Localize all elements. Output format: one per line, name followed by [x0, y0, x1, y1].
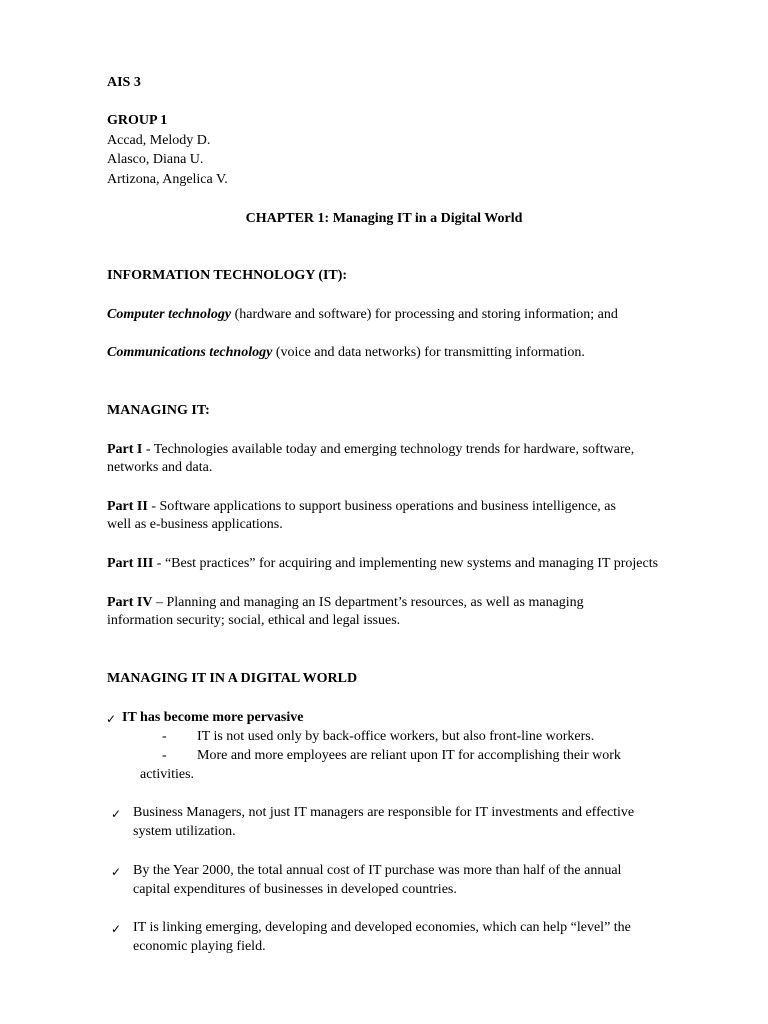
- part-text: - “Best practices” for acquiring and implementing new systems and managing IT projects: [153, 556, 659, 571]
- part-text-continued: well as e-business applications.: [107, 517, 283, 532]
- part-item: [107, 555, 658, 573]
- group-label: GROUP 1: [107, 113, 168, 128]
- pervasive-sub-item: IT is not used only by back-office workers, but also front-line workers.: [197, 729, 595, 744]
- dash-bullet: -: [162, 729, 167, 744]
- part-text: - Software applications to support business operations and business intelligence, as: [147, 499, 616, 514]
- part-text: – Planning and managing an IS department’s resources, as well as managing: [152, 595, 584, 610]
- part-label: Part IV: [107, 595, 153, 610]
- part-item: [107, 498, 616, 516]
- it-heading: INFORMATION TECHNOLOGY (IT):: [107, 268, 348, 283]
- course-code: AIS 3: [107, 75, 141, 90]
- part-text: - Technologies available today and emerging technology trends for hardware, software,: [142, 442, 635, 457]
- check-bullet-text: IT is linking emerging, developing and developed economies, which can help “level” the: [133, 920, 631, 935]
- check-bullet-text-continued: capital expenditures of businesses in developed countries.: [133, 882, 457, 897]
- part-text-continued: networks and data.: [107, 460, 213, 475]
- checkmark-icon: ✓: [111, 807, 122, 821]
- communications-technology-text: (voice and data networks) for transmitting information.: [272, 345, 585, 360]
- part-item: [107, 441, 634, 459]
- chapter-title: CHAPTER 1: Managing IT in a Digital World: [245, 211, 523, 226]
- checkmark-icon: ✓: [106, 712, 117, 726]
- part-text-continued: information security; social, ethical and legal issues.: [107, 613, 401, 628]
- communications-technology-term: Communications technology: [107, 345, 273, 360]
- check-bullet-text-continued: system utilization.: [133, 824, 236, 839]
- group-member: Accad, Melody D.: [107, 133, 211, 148]
- computer-technology-line: [107, 306, 618, 324]
- checkmark-icon: ✓: [111, 865, 122, 879]
- digital-world-heading: MANAGING IT IN A DIGITAL WORLD: [107, 671, 358, 686]
- check-bullet-text-continued: economic playing field.: [133, 939, 266, 954]
- pervasive-sub-item: More and more employees are reliant upon IT for accomplishing their work: [197, 748, 621, 763]
- pervasive-title: IT has become more pervasive: [122, 710, 304, 725]
- group-member: Alasco, Diana U.: [107, 152, 204, 167]
- check-bullet-text: By the Year 2000, the total annual cost of IT purchase was more than half of the annual: [133, 863, 622, 878]
- part-label: Part I: [107, 442, 143, 457]
- part-item: [107, 594, 584, 612]
- dash-bullet: -: [162, 748, 167, 763]
- computer-technology-text: (hardware and software) for processing and storing information; and: [231, 307, 618, 322]
- part-label: Part II: [107, 499, 148, 514]
- group-member: Artizona, Angelica V.: [107, 172, 228, 187]
- part-label: Part III: [107, 556, 154, 571]
- checkmark-icon: ✓: [111, 922, 122, 936]
- pervasive-sub-item-continued: activities.: [140, 767, 195, 782]
- managing-it-heading: MANAGING IT:: [107, 403, 210, 418]
- computer-technology-term: Computer technology: [107, 307, 232, 322]
- check-bullet-text: Business Managers, not just IT managers are responsible for IT investments and effective: [133, 805, 635, 820]
- communications-technology-line: [107, 344, 585, 362]
